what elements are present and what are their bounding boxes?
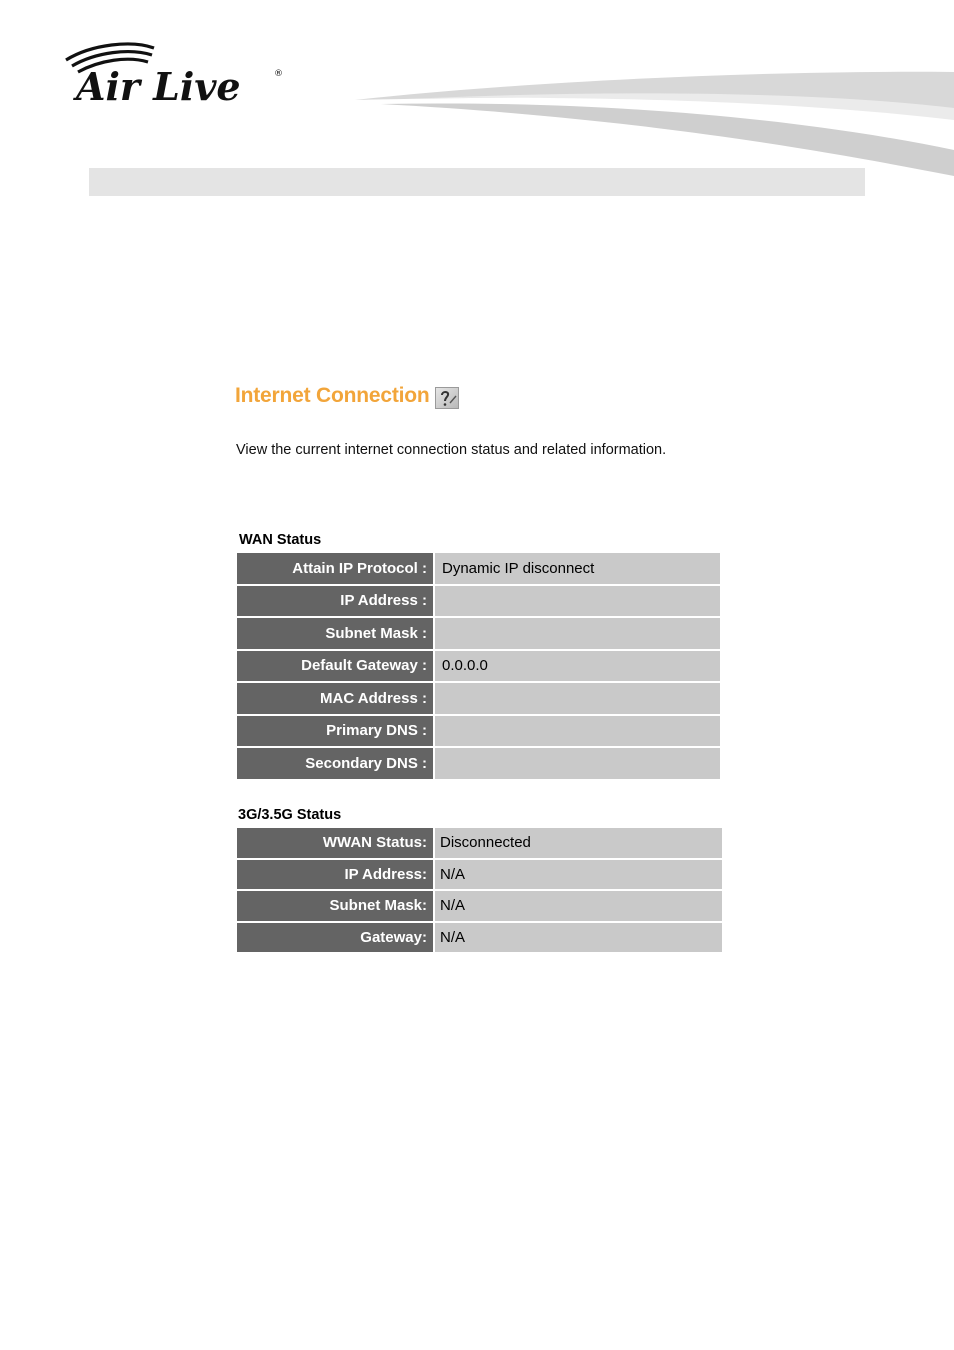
chapter-header-bar [89,168,865,196]
row-value [435,748,720,779]
wan-status-heading: WAN Status [239,532,322,548]
row-label: IP Address : [237,586,433,617]
table-row [237,923,722,953]
row-value: N/A [435,891,722,921]
page-title-row [235,383,459,409]
3g-status-table [235,826,724,954]
wan-status-table [235,551,722,781]
table-row [237,716,720,747]
row-label: Secondary DNS : [237,748,433,779]
row-label: Default Gateway : [237,651,433,682]
table-row [237,748,720,779]
help-icon[interactable] [435,387,459,409]
table-row [237,586,720,617]
logo-text: Air Live [76,64,241,109]
table-row [237,891,722,921]
row-value [435,716,720,747]
logo-registered-mark: ® [274,69,283,79]
row-value [435,618,720,649]
table-row [237,683,720,714]
row-label: Primary DNS : [237,716,433,747]
row-label: IP Address: [237,860,433,890]
table-row [237,618,720,649]
row-label: Subnet Mask : [237,618,433,649]
3g-status-heading: 3G/3.5G Status [238,807,342,823]
row-value: Disconnected [435,828,722,858]
row-value [435,683,720,714]
page-title: Internet Connection [235,384,430,407]
table-row [237,553,720,584]
page-description: View the current internet connection status and related information. [236,442,667,458]
table-row [237,860,722,890]
row-label: Attain IP Protocol : [237,553,433,584]
airlive-logo [62,38,292,110]
table-row [237,651,720,682]
row-value: 0.0.0.0 [435,651,720,682]
row-value [435,586,720,617]
row-value: N/A [435,860,722,890]
row-label: MAC Address : [237,683,433,714]
row-label: Subnet Mask: [237,891,433,921]
row-label: WWAN Status: [237,828,433,858]
table-row [237,828,722,858]
row-label: Gateway: [237,923,433,953]
row-value: N/A [435,923,722,953]
row-value: Dynamic IP disconnect [435,553,720,584]
